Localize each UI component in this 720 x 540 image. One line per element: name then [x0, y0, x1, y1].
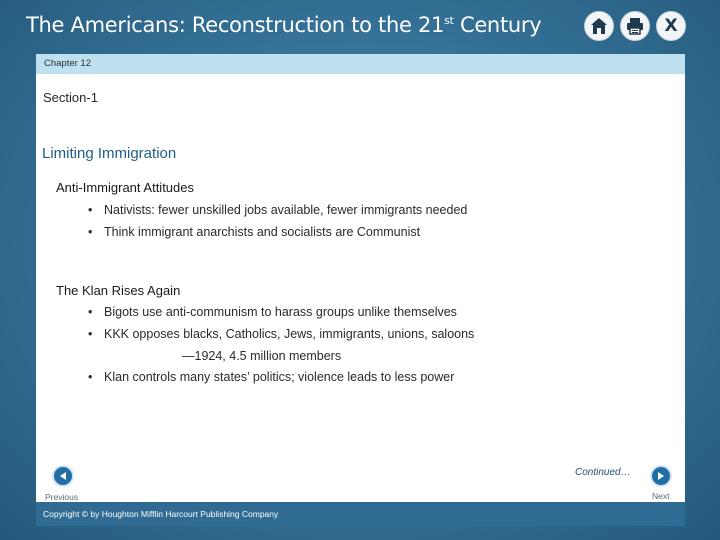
- home-button[interactable]: [584, 11, 614, 41]
- chapter-label: Chapter 12: [44, 58, 92, 69]
- list-item: • KKK opposes blacks, Catholics, Jews, immigrants, unions, saloons: [88, 327, 475, 341]
- list-item: • Bigots use anti-communism to harass groups unlike themselves: [88, 305, 457, 319]
- list-item-continuation: —1924, 4.5 million members: [182, 349, 342, 363]
- close-icon: X: [664, 16, 678, 36]
- home-icon: [589, 16, 609, 36]
- chapter-bar: [36, 54, 685, 74]
- close-button[interactable]: [656, 11, 686, 41]
- continued-label: Continued…: [575, 467, 631, 478]
- content-panel: [36, 74, 685, 502]
- group-title: The Klan Rises Again: [56, 283, 181, 298]
- copyright-text: Copyright © by Houghton Mifflin Harcourt Publishing Company: [43, 509, 279, 519]
- slide-heading: Limiting Immigration: [42, 145, 177, 162]
- footer-bar: [36, 502, 685, 526]
- list-item: • Klan controls many states’ politics; violence leads to less power: [88, 370, 455, 384]
- section-label: Section-1: [43, 90, 98, 105]
- next-button[interactable]: [650, 465, 672, 487]
- print-icon: [625, 16, 645, 36]
- list-item: • Think immigrant anarchists and socialists are Communist: [88, 225, 421, 239]
- group-title: Anti-Immigrant Attitudes: [56, 180, 194, 195]
- print-button[interactable]: [620, 11, 650, 41]
- page-title: The Americans: Reconstruction to the 21st Century: [26, 13, 542, 37]
- previous-label: Previous: [45, 492, 79, 502]
- previous-button[interactable]: [52, 465, 74, 487]
- next-label: Next: [652, 491, 670, 501]
- list-item: • Nativists: fewer unskilled jobs available, fewer immigrants needed: [88, 203, 468, 217]
- arrow-left-icon: [58, 471, 68, 481]
- arrow-right-icon: [656, 471, 666, 481]
